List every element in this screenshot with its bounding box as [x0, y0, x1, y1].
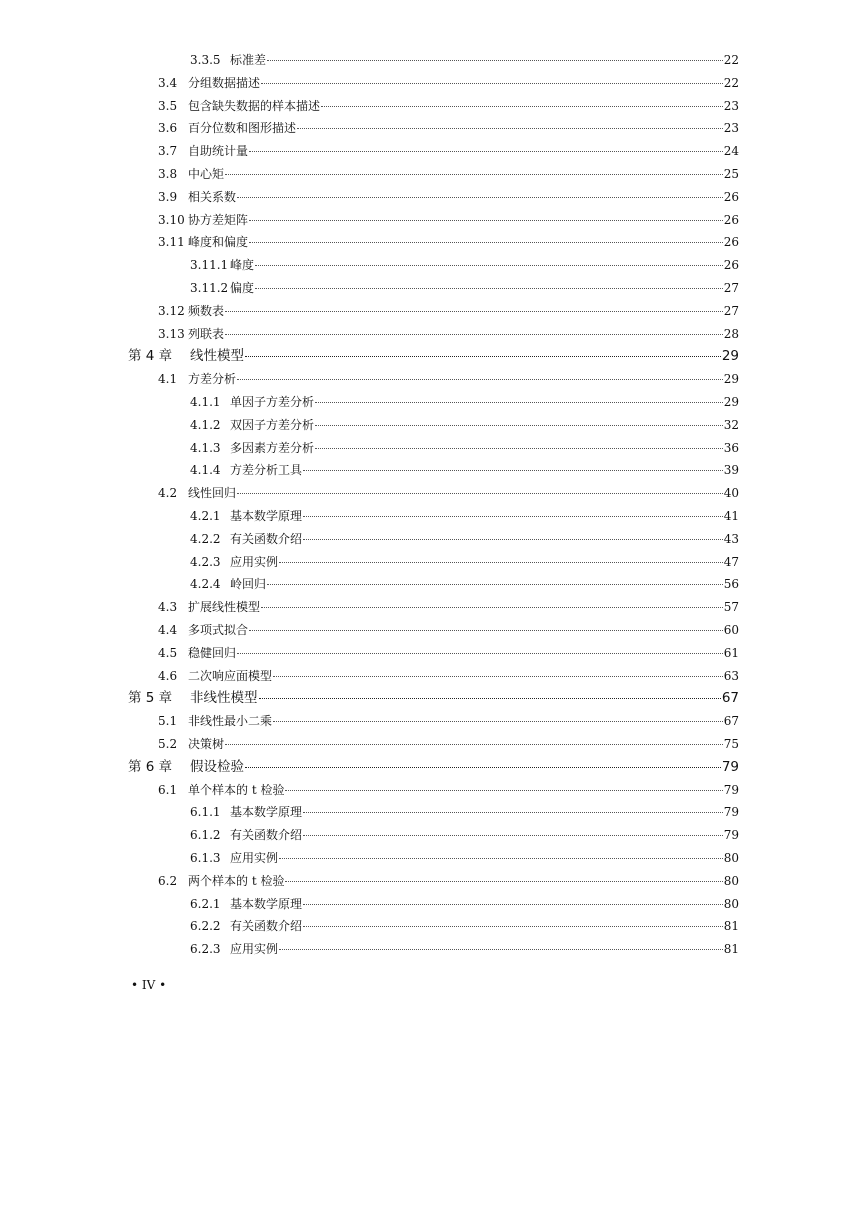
toc-entry-page: 43	[723, 531, 739, 546]
toc-entry-page: 81	[723, 919, 739, 934]
toc-entry-page: 63	[723, 668, 739, 683]
dot-leader	[249, 630, 723, 631]
toc-entry-page: 29	[723, 372, 739, 387]
toc-entry-title: 标准差	[230, 53, 267, 67]
toc-entry-title: 非线性最小二乘	[188, 714, 273, 729]
toc-entry-title: 假设检验	[190, 758, 244, 775]
toc-entry-number: 4.5	[158, 645, 178, 660]
toc-entry-number: 4.2.3	[190, 554, 221, 569]
dot-leader	[279, 858, 723, 859]
toc-entry-page: 67	[721, 690, 739, 707]
toc-entry[interactable]	[158, 143, 739, 159]
toc-entry-number: 4.1	[158, 372, 178, 387]
toc-entry[interactable]	[190, 440, 739, 456]
dot-leader	[279, 562, 723, 563]
toc-entry-title: 百分位数和图形描述	[188, 121, 297, 136]
toc-entry-title: 多因素方差分析	[230, 440, 315, 455]
toc-entry-title: 有关函数介绍	[230, 919, 303, 934]
dot-leader	[261, 607, 723, 608]
toc-entry[interactable]	[158, 873, 739, 889]
toc-entry[interactable]	[128, 690, 739, 706]
toc-entry[interactable]	[158, 485, 739, 501]
toc-entry-number: 4.2.2	[190, 531, 221, 546]
toc-entry[interactable]	[158, 713, 739, 729]
toc-entry-number: 3.11	[158, 235, 185, 250]
toc-entry-page: 80	[723, 896, 739, 911]
toc-entry[interactable]	[158, 668, 739, 684]
toc-entry-page: 79	[723, 805, 739, 820]
toc-entry[interactable]	[190, 554, 739, 570]
toc-entry-title: 方差分析	[188, 372, 237, 387]
toc-entry-page: 80	[723, 873, 739, 888]
toc-entry[interactable]	[158, 622, 739, 638]
toc-entry-number: 3.12	[158, 303, 185, 318]
toc-entry[interactable]	[190, 257, 739, 273]
toc-entry-title: 应用实例	[230, 851, 279, 865]
dot-leader	[237, 493, 723, 494]
toc-entry-title: 线性回归	[188, 486, 237, 501]
toc-entry-title: 稳健回归	[188, 645, 237, 660]
toc-entry-page: 26	[723, 212, 739, 227]
toc-entry-page: 26	[723, 235, 739, 250]
toc-entry-title: 非线性模型	[190, 690, 258, 707]
toc-entry[interactable]	[158, 303, 739, 319]
toc-entry[interactable]	[128, 348, 739, 364]
toc-entry[interactable]	[190, 804, 739, 820]
toc-entry-title: 中心矩	[188, 167, 225, 181]
toc-entry[interactable]	[158, 326, 739, 342]
dot-leader	[303, 516, 723, 517]
toc-entry-title: 有关函数介绍	[230, 531, 303, 546]
dot-leader	[249, 220, 723, 221]
toc-entry-number: 3.3.5	[190, 53, 221, 67]
toc-entry-title: 协方差矩阵	[188, 212, 249, 227]
toc-entry[interactable]	[190, 531, 739, 547]
dot-leader	[303, 812, 723, 813]
toc-entry-number: 6.1	[158, 782, 178, 797]
dot-leader	[303, 904, 723, 905]
dot-leader	[237, 197, 723, 198]
toc-entry-number: 3.10	[158, 212, 185, 227]
toc-entry-page: 57	[723, 600, 739, 615]
toc-entry-page: 27	[723, 303, 739, 318]
toc-entry-page: 27	[723, 281, 739, 295]
toc-entry[interactable]	[190, 462, 739, 478]
toc-entry[interactable]	[190, 508, 739, 524]
toc-entry-title: 应用实例	[230, 554, 279, 569]
toc-entry-number: 5.1	[158, 714, 178, 729]
dot-leader	[249, 151, 723, 152]
toc-entry[interactable]	[158, 120, 739, 136]
toc-entry-page: 47	[723, 554, 739, 569]
toc-entry-page: 26	[723, 189, 739, 204]
toc-entry-title: 基本数学原理	[230, 509, 303, 523]
toc-entry-title: 包含缺失数据的样本描述	[188, 98, 321, 113]
toc-entry-title: 频数表	[188, 303, 225, 318]
toc-entry-number: 4.6	[158, 668, 178, 683]
toc-entry-number: 4.3	[158, 600, 178, 615]
toc-entry[interactable]	[190, 827, 739, 843]
dot-leader	[315, 402, 723, 403]
toc-entry-number: 3.9	[158, 189, 178, 204]
dot-leader	[267, 60, 723, 61]
toc-entry-page: 36	[723, 440, 739, 455]
dot-leader	[225, 311, 723, 312]
dot-leader	[245, 356, 721, 357]
dot-leader	[279, 949, 723, 950]
dot-leader	[237, 653, 723, 654]
toc-entry-number: 6.2.2	[190, 919, 221, 934]
toc-entry-page: 56	[723, 577, 739, 592]
dot-leader	[303, 470, 723, 471]
toc-entry-title: 多项式拟合	[188, 623, 249, 637]
toc-entry-number: 6.1.1	[190, 805, 221, 820]
toc-entry[interactable]	[158, 599, 739, 615]
toc-entry-title: 自助统计量	[188, 144, 249, 159]
toc-entry-number: 第 4 章	[128, 348, 173, 365]
toc-entry-page: 79	[723, 782, 739, 797]
toc-entry-title: 方差分析工具	[230, 463, 303, 478]
dot-leader	[225, 334, 723, 335]
dot-leader	[303, 539, 723, 540]
toc-entry-page: 29	[723, 395, 739, 409]
toc-entry-number: 4.4	[158, 623, 178, 637]
toc-entry-title: 决策树	[188, 737, 225, 751]
toc-entry-number: 6.1.3	[190, 851, 221, 865]
toc-entry[interactable]	[190, 918, 739, 934]
toc-entry[interactable]	[158, 75, 739, 91]
toc-entry-title: 岭回归	[230, 577, 267, 592]
dot-leader	[255, 265, 723, 266]
toc-entry[interactable]	[158, 736, 739, 752]
toc-entry-page: 40	[723, 486, 739, 501]
toc-entry[interactable]	[158, 782, 739, 798]
dot-leader	[245, 767, 721, 768]
toc-entry[interactable]	[158, 212, 739, 228]
toc-entry-number: 4.1.3	[190, 440, 221, 455]
toc-entry-page: 29	[721, 348, 739, 365]
toc-entry-number: 3.13	[158, 326, 185, 341]
dot-leader	[303, 835, 723, 836]
dot-leader	[249, 242, 723, 243]
toc-entry-number: 3.5	[158, 98, 178, 113]
toc-entry-title: 单因子方差分析	[230, 395, 315, 409]
toc-entry-number: 6.2	[158, 873, 178, 888]
toc-entry[interactable]	[190, 280, 739, 296]
toc-entry-page: 75	[723, 737, 739, 751]
toc-entry-title: 峰度	[230, 258, 255, 273]
toc-entry-page: 26	[723, 258, 739, 273]
toc-entry[interactable]	[190, 850, 739, 866]
toc-entry[interactable]	[190, 896, 739, 912]
toc-entry-title: 相关系数	[188, 189, 237, 204]
toc-entry-page: 22	[723, 53, 739, 67]
toc-entry-page: 41	[723, 509, 739, 523]
dot-leader	[315, 448, 723, 449]
dot-leader	[285, 790, 722, 791]
toc-entry-title: 基本数学原理	[230, 805, 303, 820]
toc-entry[interactable]	[158, 98, 739, 114]
toc-entry-page: 28	[723, 326, 739, 341]
toc-entry-number: 3.7	[158, 144, 178, 159]
toc-entry-number: 6.2.1	[190, 896, 221, 911]
toc-entry-page: 80	[723, 851, 739, 865]
toc-entry-page: 39	[723, 463, 739, 478]
toc-entry-title: 二次响应面模型	[188, 668, 273, 683]
toc-entry-title: 两个样本的 t 检验	[188, 873, 285, 888]
dot-leader	[259, 698, 721, 699]
toc-entry-page: 60	[723, 623, 739, 637]
toc-entry[interactable]	[190, 941, 739, 957]
toc-entry-page: 79	[723, 828, 739, 843]
toc-entry-number: 3.6	[158, 121, 178, 136]
toc-entry-title: 双因子方差分析	[230, 417, 315, 432]
toc-entry-page: 23	[723, 98, 739, 113]
toc-entry-title: 分组数据描述	[188, 75, 261, 90]
toc-entry-title: 列联表	[188, 326, 225, 341]
toc-entry-number: 6.1.2	[190, 828, 221, 843]
dot-leader	[225, 744, 723, 745]
toc-entry[interactable]	[158, 166, 739, 182]
toc-entry-page: 23	[723, 121, 739, 136]
dot-leader	[297, 128, 723, 129]
toc-entry-number: 4.2.1	[190, 509, 221, 523]
toc-entry-title: 峰度和偏度	[188, 235, 249, 250]
dot-leader	[315, 425, 723, 426]
toc-entry[interactable]	[190, 394, 739, 410]
toc-entry-title: 偏度	[230, 281, 255, 295]
toc-entry-number: 3.11.1	[190, 258, 229, 273]
toc-entry-page: 81	[723, 942, 739, 957]
toc-entry-title: 有关函数介绍	[230, 828, 303, 843]
dot-leader	[273, 721, 723, 722]
toc-entry[interactable]	[128, 759, 739, 775]
dot-leader	[285, 881, 722, 882]
dot-leader	[273, 676, 723, 677]
toc-entry-title: 基本数学原理	[230, 896, 303, 911]
toc-entry-page: 32	[723, 417, 739, 432]
toc-entry-page: 79	[721, 758, 739, 775]
toc-entry-number: 4.1.4	[190, 463, 221, 478]
dot-leader	[303, 926, 723, 927]
toc-entry-number: 3.11.2	[190, 281, 229, 295]
toc-entry-number: 4.2.4	[190, 577, 221, 592]
toc-entry-page: 25	[723, 167, 739, 181]
toc-entry[interactable]	[190, 52, 739, 68]
toc-entry[interactable]	[158, 371, 739, 387]
toc-entry-number: 4.1.2	[190, 417, 221, 432]
toc-entry[interactable]	[158, 234, 739, 250]
toc-entry-number: 第 5 章	[128, 690, 173, 707]
dot-leader	[267, 584, 723, 585]
toc-entry-page: 67	[723, 714, 739, 729]
toc-entry-number: 3.4	[158, 75, 178, 90]
toc-entry-number: 4.1.1	[190, 395, 221, 409]
toc-entry-number: 第 6 章	[128, 758, 173, 775]
dot-leader	[321, 106, 723, 107]
toc-entry-page: 61	[723, 645, 739, 660]
toc-entry-title: 扩展线性模型	[188, 600, 261, 615]
dot-leader	[255, 288, 723, 289]
toc-entry[interactable]	[158, 189, 739, 205]
toc-entry[interactable]	[158, 645, 739, 661]
toc-entry[interactable]	[190, 576, 739, 592]
toc-entry-number: 4.2	[158, 486, 178, 501]
toc-entry-number: 5.2	[158, 737, 178, 751]
toc-entry-title: 应用实例	[230, 942, 279, 957]
toc-entry-page: 22	[723, 75, 739, 90]
toc-entry-number: 3.8	[158, 167, 178, 181]
dot-leader	[237, 379, 723, 380]
toc-entry-title: 单个样本的 t 检验	[188, 782, 285, 797]
toc-entry[interactable]	[190, 417, 739, 433]
toc-entry-title: 线性模型	[190, 348, 244, 365]
dot-leader	[261, 83, 723, 84]
toc-entry-number: 6.2.3	[190, 942, 221, 957]
toc-entry-page: 24	[723, 144, 739, 159]
dot-leader	[225, 174, 723, 175]
page-number-footer: • IV •	[131, 978, 167, 992]
